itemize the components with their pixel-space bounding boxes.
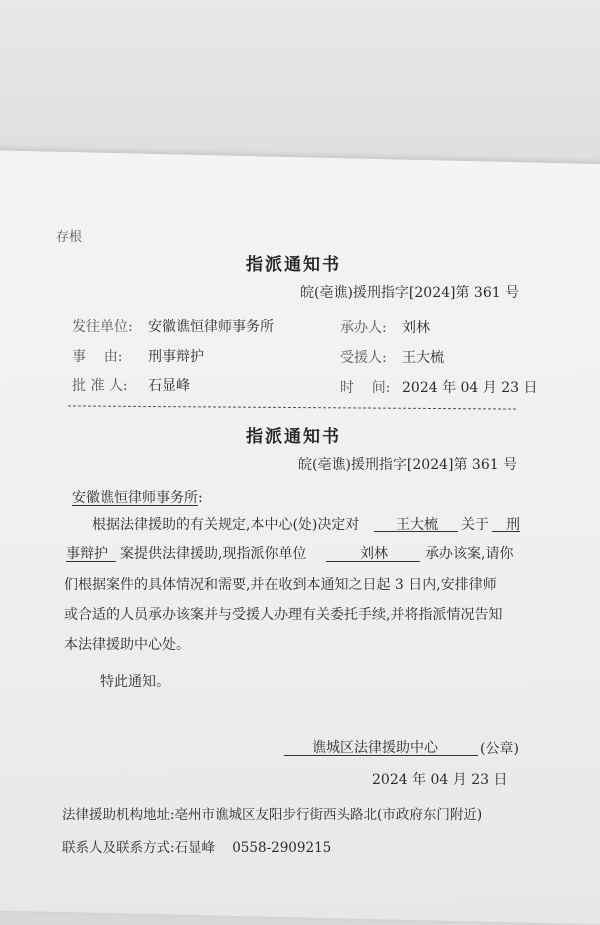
stub-label: 存根 [56,230,83,245]
notice-addressee: 安徽谯恒律师事务所: [72,490,203,506]
stub-assigned-unit-label: 发往单位: [72,319,133,335]
addressee-underline [72,505,198,506]
notice-case-part1: 刑 [506,517,520,533]
stub-doc-number: 皖(亳谯)援刑指字[2024]第 361 号 [300,285,520,301]
notice-p2-a: 案提供法律援助,现指派你单位 [120,546,307,562]
notice-p2-b: 承办该案,请你 [425,546,514,562]
notice-p5: 本法律援助中心处。 [64,637,190,653]
notice-doc-number: 皖(亳谯)援刑指字[2024]第 361 号 [298,457,518,473]
notice-p3: 们根据案件的具体情况和需要,并在收到本通知之日起 3 日内,安排律师 [64,577,497,593]
stub-assigned-unit: 安徽谯恒律师事务所 [148,319,274,335]
notice-p1-a: 根据法律援助的有关规定,本中心(处)决定对 [92,517,360,533]
stub-recipient-label: 受援人: [340,350,387,366]
notice-date: 2024 年 04 月 23 日 [372,772,508,788]
stub-approver: 石显峰 [148,378,190,394]
notice-seal: (公章) [480,741,519,757]
stub-time-label: 时 间: [340,380,391,396]
notice-recipient: 王大梳 [396,517,438,533]
stub-recipient: 王大梳 [402,350,444,366]
notice-p4: 或合适的人员承办该案并与受援人办理有关委托手续,并将指派情况告知 [64,607,503,623]
stub-handler: 刘林 [402,320,430,336]
case-underline-2 [66,561,116,562]
case-underline-1 [492,531,520,532]
notice-issuer: 谯城区法律援助中心 [312,740,438,756]
lawyer-underline [326,561,420,562]
notice-p1-b: 关于 [461,517,489,533]
stub-handler-label: 承办人: [340,320,387,336]
stub-approver-label: 批 准 人: [72,378,128,394]
notice-lawyer: 刘林 [360,546,388,562]
notice-closing: 特此通知。 [100,674,170,690]
notice-address: 法律援助机构地址:亳州市谯城区友阳步行街西头路北(市政府东门附近) [62,807,483,823]
notice-case-part2: 事辩护 [66,546,108,562]
notice-contact: 联系人及联系方式:石显峰 0558-2909215 [62,840,332,856]
issuer-underline [284,755,478,756]
stub-time: 2024 年 04 月 23 日 [402,380,538,396]
notice-title: 指派通知书 [246,427,341,447]
stub-title: 指派通知书 [246,255,341,275]
recipient-underline [374,531,458,532]
stub-matter: 刑事辩护 [148,349,204,365]
stub-matter-label: 事 由: [72,349,123,365]
